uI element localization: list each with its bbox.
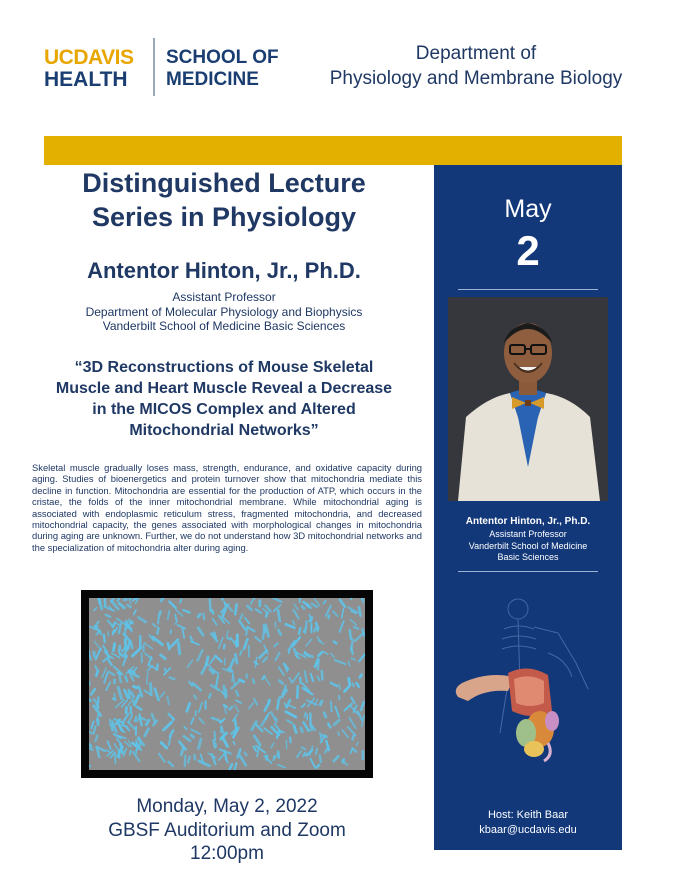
mitochondrion-mark <box>191 735 194 738</box>
mitochondrion-mark <box>232 672 233 681</box>
mitochondrion-mark <box>98 697 99 708</box>
mitochondrion-mark <box>317 765 319 767</box>
muscle-anatomy-image <box>448 593 608 763</box>
mitochondria-micrograph <box>81 590 373 778</box>
mitochondrion-mark <box>125 640 126 649</box>
mitochondrion-mark <box>99 598 100 602</box>
host-name: Host: Keith Baar <box>487 809 569 821</box>
mitochondrion-mark <box>224 705 227 707</box>
mitochondrion-mark <box>353 736 354 740</box>
mitochondrion-mark <box>151 684 152 695</box>
mitochondrion-mark <box>235 720 236 729</box>
mitochondrion-mark <box>113 699 116 701</box>
mitochondrion-mark <box>188 757 190 763</box>
event-location: GBSF Auditorium and Zoom <box>108 819 346 841</box>
mitochondrion-mark <box>133 743 136 746</box>
mitochondrion-mark <box>245 753 247 756</box>
speaker-affiliation: Assistant Professor Department of Molecular Physiology and Biophysics Vanderbilt School of Medicine Basic Sciences <box>85 290 363 333</box>
divider-line <box>458 571 598 572</box>
mitochondrion-mark <box>94 652 95 656</box>
mitochondrion-mark <box>278 752 279 758</box>
speaker-photo <box>448 297 608 501</box>
mitochondrion-mark <box>275 622 276 627</box>
speaker-name: Antentor Hinton, Jr., Ph.D. <box>87 258 361 283</box>
mitochondrion-mark <box>263 676 265 679</box>
mitochondrion-mark <box>235 655 237 664</box>
mitochondrion-mark <box>302 606 304 608</box>
mitochondrion-mark <box>108 632 109 636</box>
mitochondrion-mark <box>180 599 181 602</box>
mitochondrion-mark <box>360 675 362 678</box>
talk-title: “3D Reconstructions of Mouse Skeletal Muscle and Heart Muscle Reveal a Decrease in the MICOS Complex and Altered Mitochondrial Networks” <box>55 359 393 439</box>
mitochondrion-mark <box>339 684 340 689</box>
mitochondrion-mark <box>204 614 205 620</box>
mitochondrion-mark <box>350 630 351 639</box>
mitochondrion-mark <box>324 713 326 717</box>
mitochondrion-mark <box>338 732 339 736</box>
mitochondrion-mark <box>301 728 303 732</box>
mitochondrion-mark <box>299 628 301 634</box>
mitochondrion-mark <box>209 694 210 698</box>
mitochondrion-mark <box>198 614 200 617</box>
mitochondrion-mark <box>307 604 308 607</box>
event-details <box>28 795 426 866</box>
mitochondrion-mark <box>95 666 96 669</box>
mitochondrion-mark <box>253 679 254 683</box>
mitochondrion-mark <box>235 605 236 615</box>
sidebar-panel <box>434 165 622 850</box>
anatomy-illustration <box>448 593 608 763</box>
mitochondrion-mark <box>94 727 96 734</box>
mitochondrion-mark <box>278 610 280 621</box>
mitochondrion-mark <box>128 605 131 607</box>
mitochondrion-mark <box>157 628 158 634</box>
mitochondrion-mark <box>277 702 278 709</box>
mitochondrion-mark <box>279 697 280 700</box>
mitochondrion-mark <box>165 669 166 672</box>
divider-line <box>458 289 598 290</box>
mitochondrion-mark <box>106 615 110 617</box>
mitochondrion-mark <box>354 627 358 629</box>
mitochondrion-mark <box>206 657 208 665</box>
mitochondrion-mark <box>316 748 317 754</box>
mitochondrion-mark <box>112 725 113 731</box>
logo-school-of-medicine: SCHOOL OF MEDICINE <box>166 47 279 90</box>
event-time: 12:00pm <box>190 843 264 864</box>
mitochondrion-mark <box>317 626 318 631</box>
mitochondrion-mark <box>314 628 315 631</box>
sidebar-speaker-info: Assistant Professor Vanderbilt School of Medicine Basic Sciences <box>468 529 588 562</box>
mitochondrion-mark <box>119 673 121 682</box>
mitochondrion-mark <box>130 598 131 599</box>
mitochondrion-mark <box>178 643 179 654</box>
mitochondrion-mark <box>181 749 183 755</box>
abstract-text: Skeletal muscle gradually loses mass, strength, endurance, and oxidative capacity during aging. Studies of bioenergetics and protein turnover show that mitochondria mediate this decline in function. Mitochondria are essential for the production of ATP, which occurs in the cristae, the folds of the inner mitochondrial membrane. While mitochondrial aging is associated with endoplasmic reticulum stress, fragmented mitochondria, and decreased mitochondrial capacity, the genes associated with morphological changes in mitochondria during aging are unknown. Further, we do not understand how 3D mitochondrial networks and the specialization of mitochondria alter during aging. <box>32 462 422 553</box>
host-info <box>434 808 622 838</box>
sidebar-speaker-name: Antentor Hinton, Jr., Ph.D. <box>465 516 591 527</box>
mitochondrion-mark <box>96 670 98 675</box>
mitochondrion-mark <box>158 616 159 623</box>
mitochondrion-mark <box>159 612 160 615</box>
mitochondrion-mark <box>224 645 225 649</box>
mitochondrion-mark <box>131 707 132 713</box>
mitochondrion-mark <box>131 642 132 648</box>
department-name: Department of Physiology and Membrane Biology <box>329 43 623 89</box>
mitochondrion-mark <box>329 615 330 618</box>
gold-banner <box>44 136 622 165</box>
mitochondrion-mark <box>119 750 120 758</box>
mitochondrion-mark <box>118 598 120 601</box>
mitochondrion-mark <box>302 747 305 749</box>
date-month: May <box>504 195 552 223</box>
mitochondrion-mark <box>210 599 211 611</box>
logo-divider <box>153 38 155 96</box>
mitochondrion-mark <box>331 702 332 712</box>
event-date: Monday, May 2, 2022 <box>136 796 318 817</box>
mitochondrion-mark <box>322 671 323 679</box>
mitochondrion-mark <box>320 701 322 705</box>
mitochondrion-mark <box>359 607 361 615</box>
mitochondrion-mark <box>224 686 226 698</box>
mitochondrion-mark <box>104 635 105 643</box>
mitochondrion-mark <box>113 630 114 634</box>
mitochondrion-mark <box>215 743 216 747</box>
mitochondrion-mark <box>320 756 321 763</box>
mitochondrion-mark <box>353 683 354 686</box>
mitochondrion-mark <box>142 653 143 663</box>
mitochondrion-mark <box>297 686 298 698</box>
speaker-portrait-image <box>448 297 608 501</box>
logo-ucdavis: UCDAVIS <box>44 46 134 69</box>
host-email: kbaar@ucdavis.edu <box>479 824 577 836</box>
mitochondrion-mark <box>226 689 227 696</box>
mitochondrion-mark <box>212 610 213 613</box>
mitochondrion-mark <box>268 700 270 706</box>
mitochondrion-mark <box>134 686 137 687</box>
mitochondrion-mark <box>328 724 330 728</box>
date-day: 2 <box>516 227 540 274</box>
micrograph-image <box>89 598 365 770</box>
logo-health: HEALTH <box>44 68 128 91</box>
mitochondrion-mark <box>168 643 170 649</box>
mitochondrion-mark <box>130 751 131 755</box>
mitochondrion-mark <box>171 630 172 633</box>
mitochondrion-mark <box>195 755 196 759</box>
mitochondrion-mark <box>113 644 114 651</box>
mitochondrion-mark <box>214 633 216 638</box>
mitochondrion-mark <box>196 711 197 716</box>
series-title: Distinguished Lecture Series in Physiology <box>82 168 366 232</box>
mitochondrion-mark <box>129 690 130 698</box>
mitochondrion-mark <box>170 677 175 679</box>
mitochondrion-mark <box>339 696 340 700</box>
mitochondrion-mark <box>349 678 350 685</box>
mitochondrion-mark <box>185 756 186 766</box>
mitochondrion-mark <box>334 642 337 644</box>
mitochondrion-mark <box>274 756 275 760</box>
